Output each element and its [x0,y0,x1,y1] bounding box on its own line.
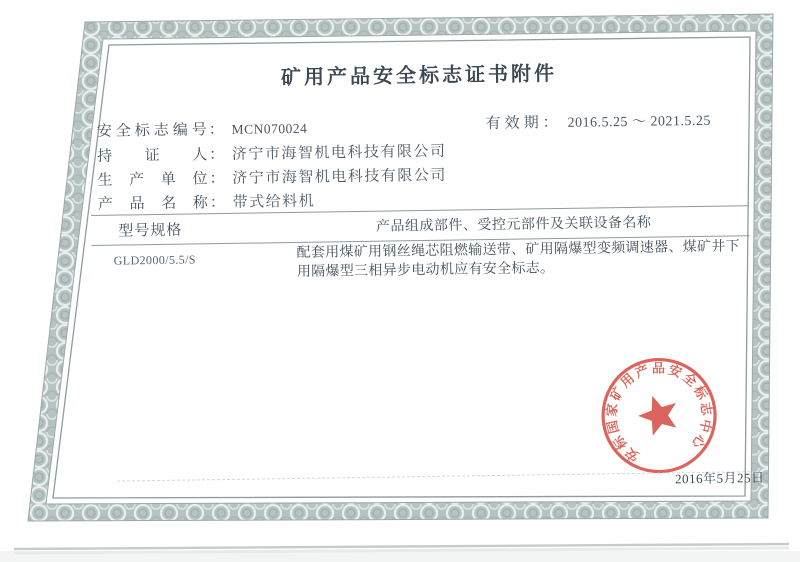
model-spec-header: 型号规格 [118,222,183,240]
table-row [92,238,750,286]
validity-label: 有效期 [485,115,543,133]
field-label: 安全标志编号 [96,122,207,140]
model-spec-cell: GLD2000/5.5/S [113,252,197,268]
field-colon: ： [209,194,226,212]
components-header: 产品组成部件、受控元部件及关联设备名称 [375,215,652,235]
components-cell: 配套用煤矿用钢丝绳芯阻燃输送带、矿用隔爆型变频调速器、煤矿井下用隔爆型三相异步电动机应有安全标志。 [296,239,741,280]
field-value: 带式给料机 [232,193,316,211]
seal-ring-text: 安标国家矿用产品安全标志中心 [603,360,715,465]
field-label: 持证人 [97,147,208,165]
field-certificate-holder [97,140,447,166]
official-seal [596,353,722,479]
certificate-content [88,0,765,515]
field-safety-mark-number [97,117,308,141]
field-colon: ： [208,121,224,139]
issue-date: 2016年5月25日 [674,470,765,487]
field-product-name [98,190,316,214]
validity-colon: ： [542,115,558,132]
field-colon: ： [209,146,225,164]
field-value: MCN070024 [231,120,308,137]
field-label: 生产单位 [97,171,208,189]
field-value: 济宁市海智机电科技有限公司 [232,167,447,187]
page-title: 矿用产品安全标志证书附件 [280,63,558,90]
field-colon: ： [209,170,225,188]
validity-value: 2016.5.25 ～ 2021.5.25 [567,113,712,131]
star-icon [633,389,683,438]
validity-row [486,109,712,133]
field-manufacturer [97,164,447,190]
field-value: 济宁市海智机电科技有限公司 [231,143,447,163]
field-label: 产品名称 [97,195,208,213]
